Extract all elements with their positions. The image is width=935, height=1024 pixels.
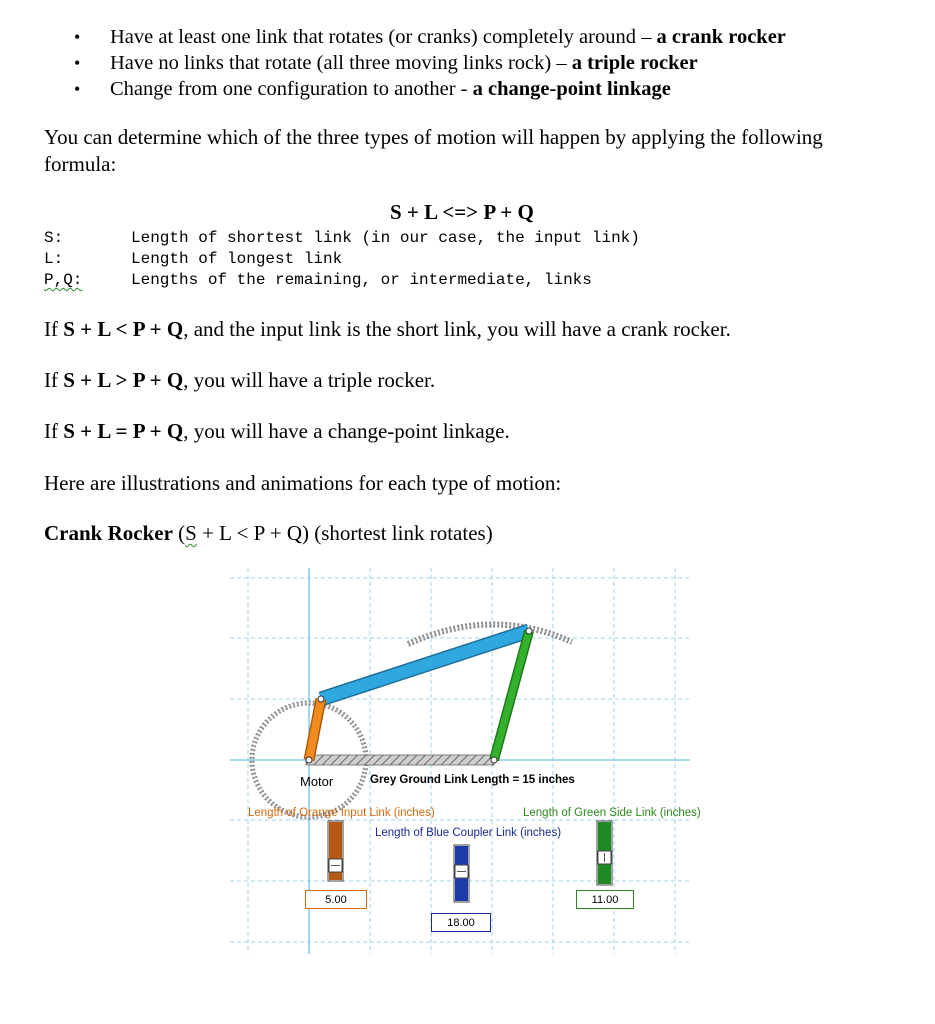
joint-green-ground [491, 757, 497, 763]
crank-rocker-heading [44, 520, 493, 547]
formula: S + L <=> P + Q [390, 200, 534, 224]
rule-prefix: If [44, 368, 64, 392]
rule-expr: S + L > P + Q [63, 368, 184, 392]
motor-label: Motor [300, 774, 334, 789]
rule-change-point [44, 418, 510, 445]
rule-suffix: , you will have a triple rocker. [183, 368, 436, 392]
ground-link-label: Grey Ground Link Length = 15 inches [370, 774, 575, 786]
rule-expr: S + L < P + Q [63, 317, 184, 341]
heading-s: S [185, 521, 197, 545]
intro-line-2: formula: [44, 152, 117, 176]
blue-slider[interactable] [454, 845, 469, 902]
blue-link-label: Length of Blue Coupler Link (inches) [375, 827, 562, 839]
green-slider[interactable] [597, 821, 612, 885]
bullet-item-change-point [70, 76, 786, 102]
joint-crank-pivot [306, 757, 312, 763]
bullet-text: Have no links that rotate (all three moving links rock) – [110, 52, 572, 74]
intro-line-1: You can determine which of the three types of motion will happen by applying the following [44, 125, 823, 149]
orange-slider[interactable] [328, 821, 343, 881]
blue-coupler-fill [321, 631, 529, 699]
bullet-list [70, 24, 786, 102]
bullet-item-crank-rocker [70, 24, 786, 50]
joint-orange-blue [318, 696, 324, 702]
rule-triple-rocker [44, 367, 435, 394]
orange-value-input[interactable]: 5.00 [305, 890, 367, 909]
green-link-label: Length of Green Side Link (inches) [523, 807, 701, 819]
def-desc-pq: Lengths of the remaining, or intermediate, links [131, 271, 592, 289]
bullet-item-triple-rocker [70, 50, 786, 76]
bullet-dot: • [74, 53, 81, 73]
joint-blue-green [526, 628, 532, 634]
orange-link-label: Length of Orange Input Link (inches) [248, 807, 435, 819]
def-term-s: S: [44, 229, 64, 247]
rule-suffix: , and the input link is the short link, you will have a crank rocker. [183, 317, 731, 341]
rule-suffix: , you will have a change-point linkage. [183, 419, 510, 443]
illustrations-intro: Here are illustrations and animations for each type of motion: [44, 471, 562, 495]
def-term-pq: P,Q: [44, 271, 83, 289]
heading-bold: Crank Rocker [44, 521, 173, 545]
heading-rest: + L < P + Q) (shortest link rotates) [196, 521, 493, 545]
grey-ground-link [306, 755, 494, 765]
bullet-bold: a change-point linkage [472, 78, 671, 100]
bullet-dot: • [74, 79, 81, 99]
def-desc-l: Length of longest link [131, 250, 343, 268]
green-side-fill [494, 631, 529, 760]
bullet-text: Change from one configuration to another - [110, 78, 473, 100]
rule-crank-rocker [44, 316, 731, 343]
blue-value-input[interactable]: 18.00 [431, 913, 491, 932]
bullet-dot: • [74, 27, 81, 47]
bullet-bold: a crank rocker [656, 26, 786, 48]
rule-expr: S + L = P + Q [63, 419, 184, 443]
def-term-l: L: [44, 250, 64, 268]
bullet-text: Have at least one link that rotates (or cranks) completely around – [110, 26, 657, 48]
def-desc-s: Length of shortest link (in our case, the input link) [131, 229, 640, 247]
bullet-bold: a triple rocker [571, 52, 698, 74]
rule-prefix: If [44, 419, 64, 443]
rule-prefix: If [44, 317, 64, 341]
linkage-figure [230, 568, 701, 954]
heading-open: ( [172, 521, 186, 545]
green-value-input[interactable]: 11.00 [576, 890, 634, 909]
